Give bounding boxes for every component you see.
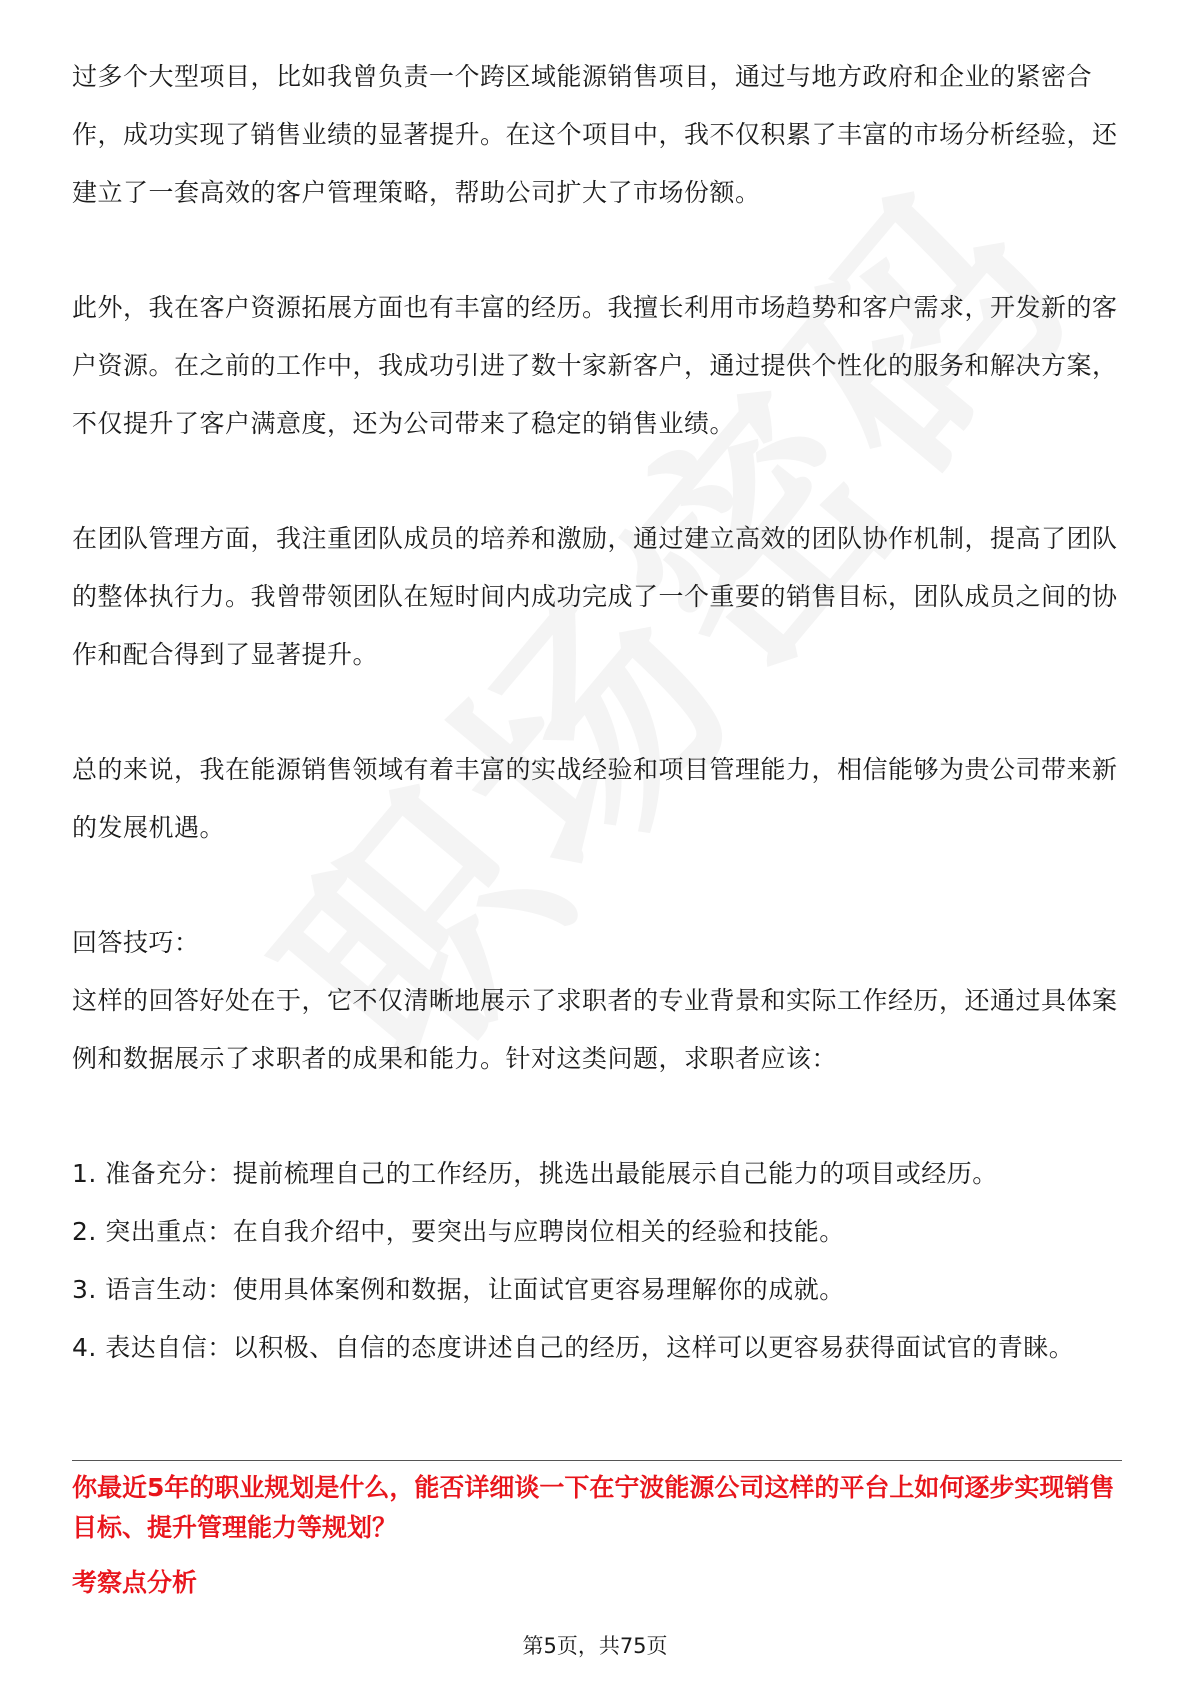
section-divider [72, 1460, 1122, 1461]
list-item: 4. 表达自信：以积极、自信的态度讲述自己的经历，这样可以更容易获得面试官的青睐。 [72, 1333, 1075, 1362]
page-number-footer: 第5页，共75页 [522, 1634, 668, 1658]
list-item: 2. 突出重点：在自我介绍中，要突出与应聘岗位相关的经验和技能。 [72, 1217, 845, 1246]
list-item: 3. 语言生动：使用具体案例和数据，让面试官更容易理解你的成就。 [72, 1275, 845, 1304]
list-item: 1. 准备充分：提前梳理自己的工作经历，挑选出最能展示自己能力的项目或经历。 [72, 1159, 998, 1188]
next-question-heading: 你最近5年的职业规划是什么，能否详细谈一下在宁波能源公司这样的平台上如何逐步实现销售目标、提升管理能力等规划？ [72, 1473, 1115, 1542]
tips-heading: 回答技巧： [72, 928, 200, 957]
paragraph-project-experience: 过多个大型项目，比如我曾负责一个跨区域能源销售项目，通过与地方政府和企业的紧密合作，成功实现了销售业绩的显著提升。在这个项目中，我不仅积累了丰富的市场分析经验，还建立了一套高效的客户管理策略，帮助公司扩大了市场份额。 [72, 62, 1118, 207]
paragraph-summary: 总的来说，我在能源销售领域有着丰富的实战经验和项目管理能力，相信能够为贵公司带来新的发展机遇。 [72, 755, 1118, 842]
tips-list [72, 1145, 1132, 1377]
paragraph-client-expansion: 此外，我在客户资源拓展方面也有丰富的经历。我擅长利用市场趋势和客户需求，开发新的客户资源。在之前的工作中，我成功引进了数十家新客户，通过提供个性化的服务和解决方案，不仅提升了客户满意度，还为公司带来了稳定的销售业绩。 [72, 293, 1118, 438]
tips-intro: 这样的回答好处在于，它不仅清晰地展示了求职者的专业背景和实际工作经历，还通过具体案例和数据展示了求职者的成果和能力。针对这类问题，求职者应该： [72, 986, 1118, 1073]
paragraph-team-management: 在团队管理方面，我注重团队成员的培养和激励，通过建立高效的团队协作机制，提高了团队的整体执行力。我曾带领团队在短时间内成功完成了一个重要的销售目标，团队成员之间的协作和配合得到了显著提升。 [72, 524, 1118, 669]
main-content [72, 48, 1132, 1377]
analysis-section-title: 考察点分析 [72, 1568, 198, 1597]
